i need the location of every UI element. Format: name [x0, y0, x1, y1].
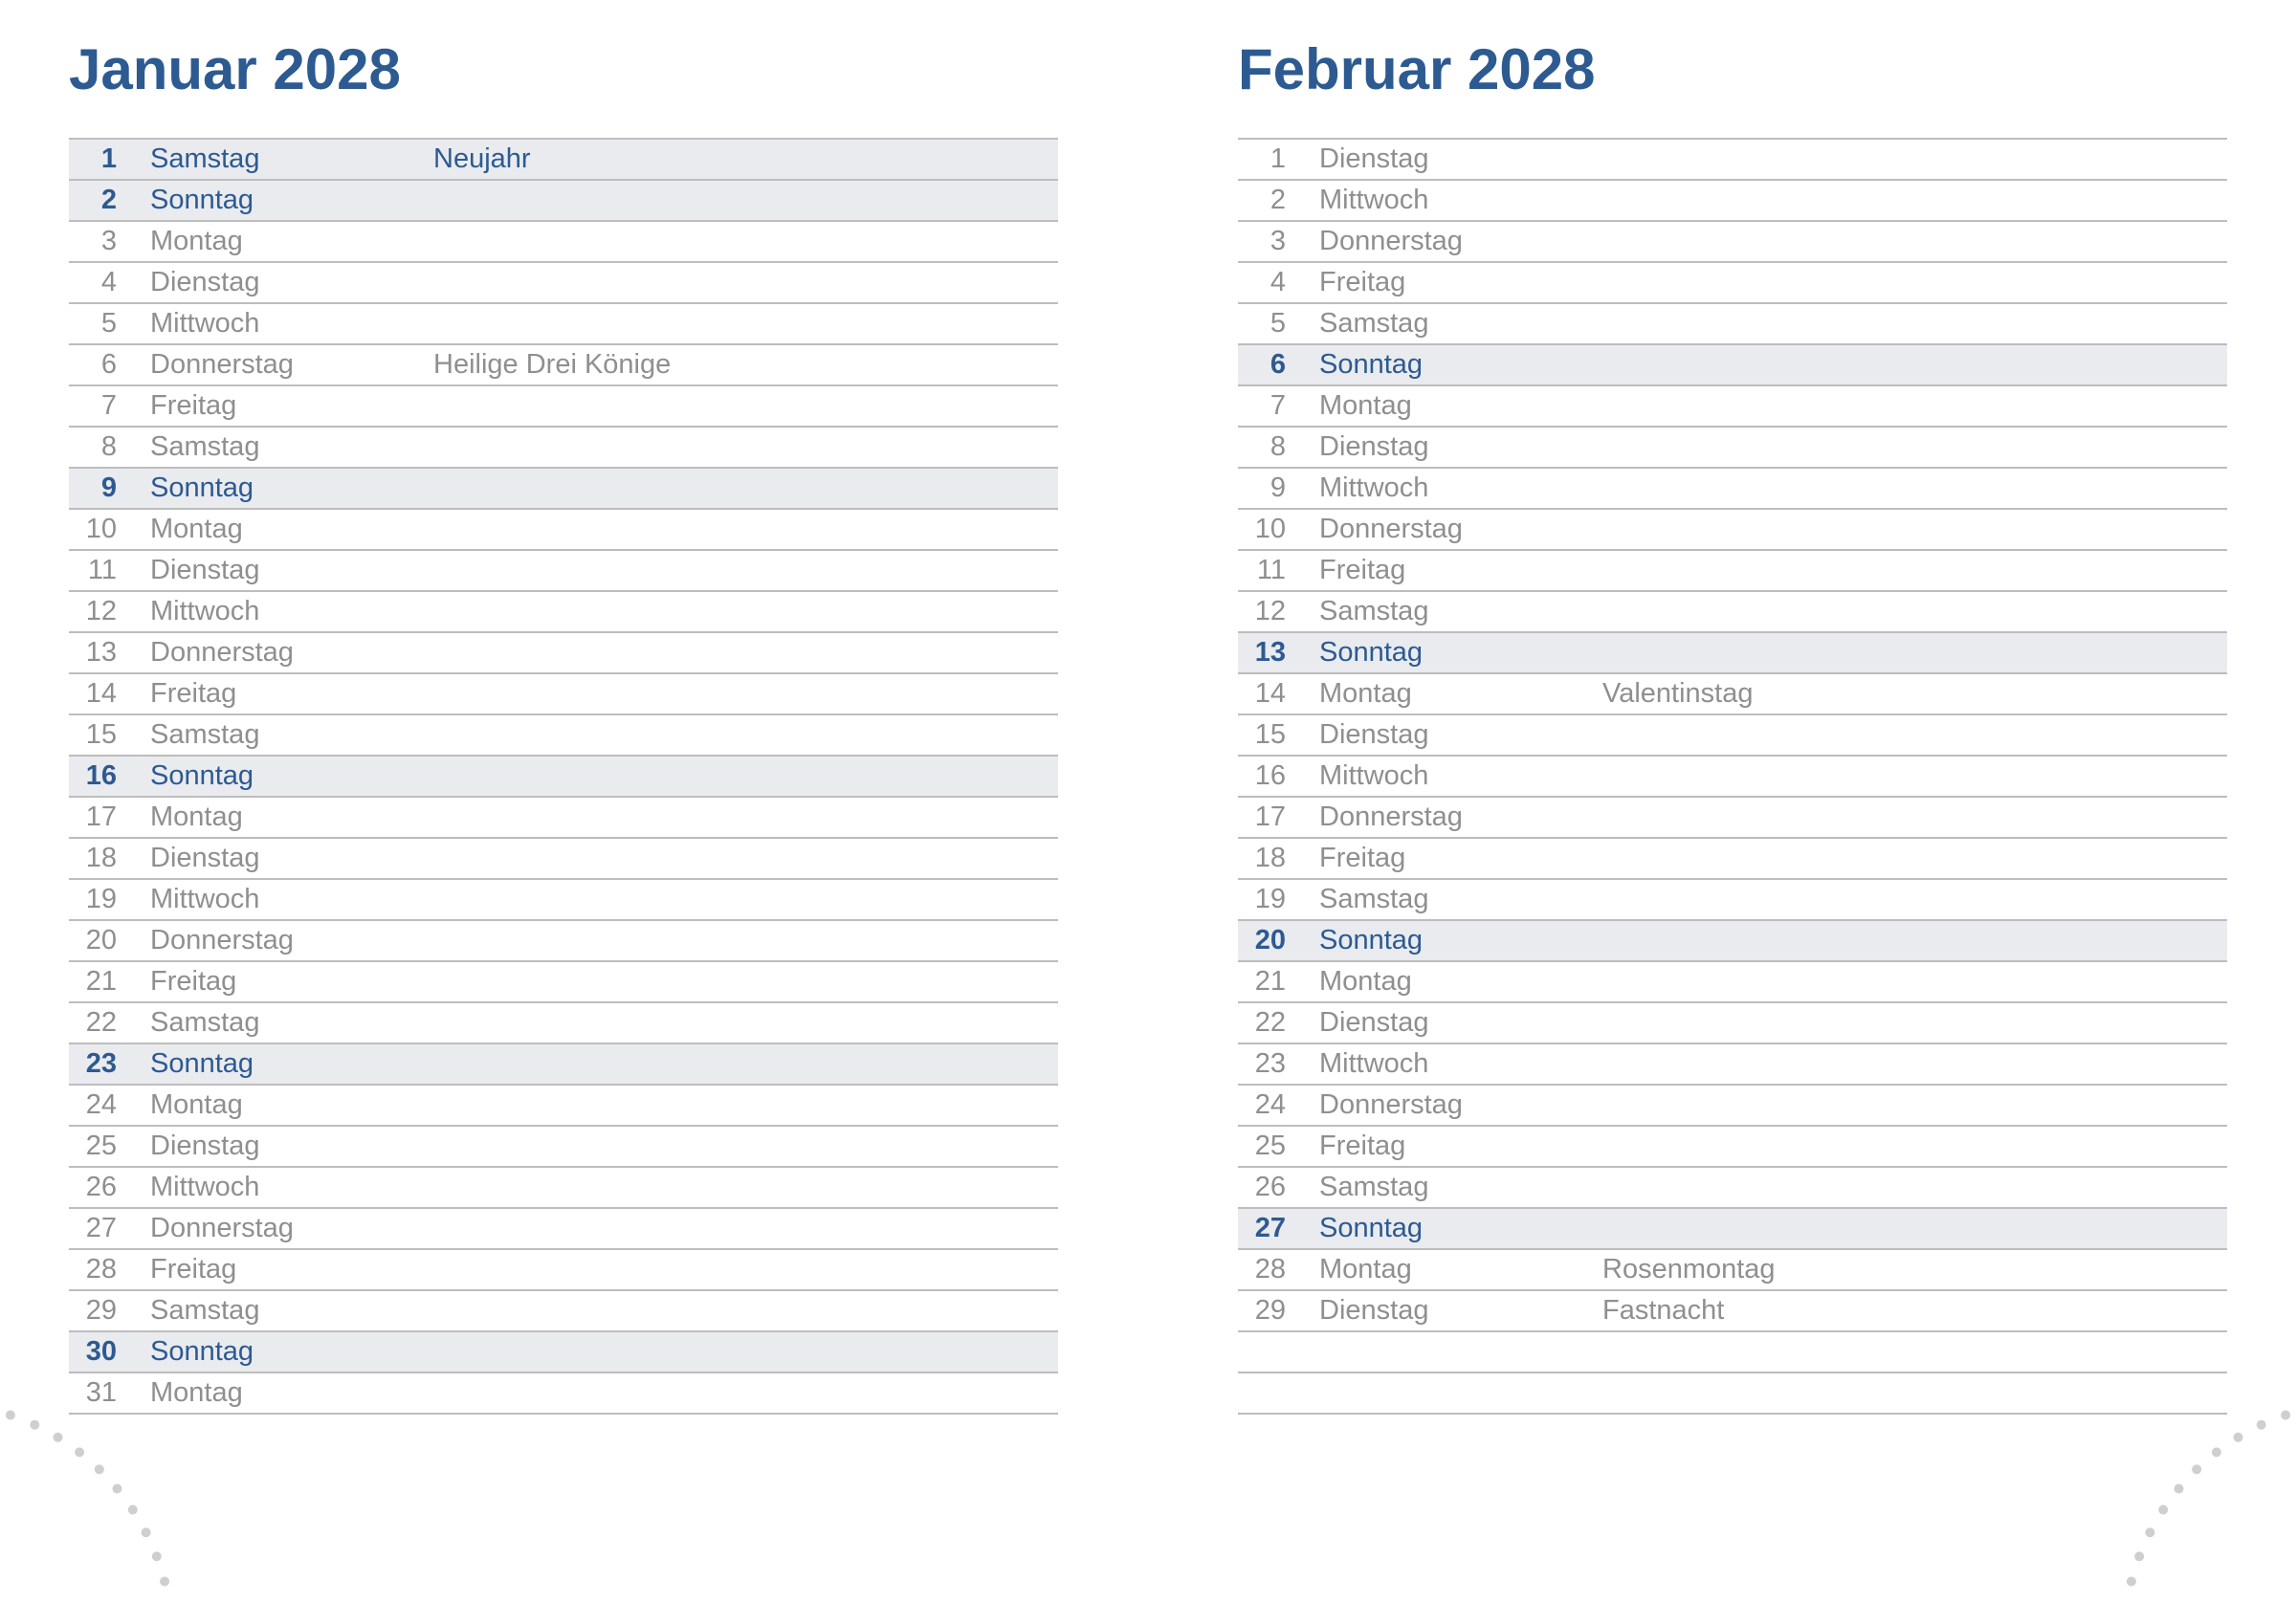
day-number: 30: [85, 1336, 117, 1367]
day-number: 12: [1254, 596, 1286, 626]
day-row: [69, 181, 1058, 222]
weekday-label: Freitag: [1319, 843, 1406, 873]
day-number: 17: [1254, 802, 1286, 832]
weekday-label: Donnerstag: [150, 1213, 294, 1243]
day-number: 9: [100, 472, 117, 503]
decorative-dot: [2175, 1484, 2184, 1494]
day-row: [1238, 1086, 2227, 1127]
day-number: 7: [1269, 390, 1286, 421]
decorative-dot: [2145, 1527, 2154, 1537]
day-number: 22: [1254, 1007, 1286, 1038]
day-row: [1238, 1332, 2227, 1373]
weekday-label: Freitag: [150, 966, 237, 997]
weekday-label: Mittwoch: [150, 884, 260, 914]
decorative-dot: [2127, 1577, 2136, 1587]
decorative-dot: [54, 1433, 63, 1442]
day-number: 19: [1254, 884, 1286, 914]
weekday-label: Donnerstag: [1319, 802, 1463, 832]
decorative-dot: [95, 1464, 104, 1474]
day-row: [69, 1250, 1058, 1291]
day-number: 29: [1254, 1295, 1286, 1326]
weekday-label: Samstag: [150, 1007, 260, 1038]
day-row: [1238, 757, 2227, 798]
day-list: [69, 138, 1058, 1415]
weekday-label: Montag: [150, 1377, 243, 1408]
day-row: [1238, 140, 2227, 181]
day-row: [69, 428, 1058, 469]
day-row: [69, 345, 1058, 386]
day-row: [1238, 674, 2227, 715]
weekday-label: Donnerstag: [1319, 514, 1463, 544]
day-number: 18: [85, 843, 117, 873]
day-number: 10: [85, 514, 117, 544]
day-number: 4: [100, 267, 117, 297]
decorative-dot: [128, 1505, 138, 1515]
day-number: 26: [1254, 1172, 1286, 1202]
day-row: [69, 1003, 1058, 1044]
weekday-label: Montag: [150, 1089, 243, 1120]
weekday-label: Samstag: [1319, 308, 1429, 339]
weekday-label: Freitag: [150, 1254, 237, 1285]
day-number: 11: [87, 555, 117, 585]
weekday-label: Donnerstag: [1319, 1089, 1463, 1120]
day-row: [69, 715, 1058, 757]
day-row: [1238, 345, 2227, 386]
day-row: [69, 304, 1058, 345]
weekday-label: Sonntag: [150, 185, 254, 215]
weekday-label: Sonntag: [1319, 1213, 1424, 1243]
day-row: [69, 757, 1058, 798]
decorative-dot: [2134, 1551, 2144, 1561]
weekday-label: Samstag: [150, 431, 260, 462]
decorative-dot: [142, 1527, 151, 1537]
day-row: [69, 469, 1058, 510]
day-number: 6: [1269, 349, 1286, 380]
decorative-dot: [6, 1411, 15, 1420]
holiday-label: Fastnacht: [1602, 1295, 1725, 1326]
day-row: [1238, 263, 2227, 304]
day-row: [1238, 633, 2227, 674]
day-number: 5: [100, 308, 117, 339]
weekday-label: Dienstag: [150, 843, 260, 873]
day-number: 20: [85, 925, 117, 955]
day-row: [1238, 428, 2227, 469]
weekday-label: Samstag: [1319, 596, 1429, 626]
day-row: [1238, 386, 2227, 428]
weekday-label: Dienstag: [150, 555, 260, 585]
decorative-dot: [2234, 1433, 2243, 1442]
holiday-label: Neujahr: [433, 143, 531, 174]
day-row: [69, 962, 1058, 1003]
day-row: [69, 386, 1058, 428]
day-row: [1238, 1044, 2227, 1086]
month-title: Januar 2028: [69, 37, 401, 101]
decorative-dot: [160, 1577, 169, 1587]
weekday-label: Sonntag: [150, 1336, 254, 1367]
day-row: [1238, 1291, 2227, 1332]
weekday-label: Dienstag: [1319, 1007, 1429, 1038]
day-row: [69, 592, 1058, 633]
weekday-label: Montag: [150, 802, 243, 832]
weekday-label: Sonntag: [1319, 925, 1424, 955]
month-title: Februar 2028: [1238, 37, 1596, 101]
day-number: 13: [85, 637, 117, 668]
day-number: 14: [1254, 678, 1286, 709]
day-row: [1238, 1250, 2227, 1291]
day-row: [1238, 510, 2227, 551]
weekday-label: Freitag: [150, 390, 237, 421]
dotted-arc-icon: [0, 1396, 230, 1603]
day-row: [69, 510, 1058, 551]
day-number: 27: [85, 1213, 117, 1243]
day-number: 29: [85, 1295, 117, 1326]
day-number: 10: [1254, 514, 1286, 544]
weekday-label: Freitag: [1319, 555, 1406, 585]
day-row: [1238, 1209, 2227, 1250]
day-row: [69, 839, 1058, 880]
weekday-label: Sonntag: [1319, 349, 1424, 380]
day-row: [69, 1291, 1058, 1332]
day-number: 28: [85, 1254, 117, 1285]
day-number: 6: [100, 349, 117, 380]
day-row: [1238, 469, 2227, 510]
weekday-label: Dienstag: [150, 1131, 260, 1161]
decorative-dot: [2212, 1447, 2221, 1457]
page-right: [1148, 0, 2296, 1603]
day-row: [69, 1127, 1058, 1168]
day-row: [1238, 839, 2227, 880]
day-row: [1238, 962, 2227, 1003]
weekday-label: Sonntag: [150, 1048, 254, 1079]
decorative-dot: [30, 1420, 39, 1430]
weekday-label: Donnerstag: [1319, 226, 1463, 256]
day-number: 1: [100, 143, 117, 174]
weekday-label: Samstag: [1319, 884, 1429, 914]
weekday-label: Samstag: [150, 1295, 260, 1326]
weekday-label: Dienstag: [1319, 431, 1429, 462]
decorative-dot: [113, 1484, 122, 1494]
day-row: [69, 263, 1058, 304]
weekday-label: Samstag: [1319, 1172, 1429, 1202]
weekday-label: Donnerstag: [150, 349, 294, 380]
day-number: 3: [100, 226, 117, 256]
weekday-label: Mittwoch: [150, 596, 260, 626]
holiday-label: Heilige Drei Könige: [433, 349, 672, 380]
weekday-label: Dienstag: [1319, 143, 1429, 174]
weekday-label: Freitag: [150, 678, 237, 709]
weekday-label: Sonntag: [150, 472, 254, 503]
day-row: [69, 674, 1058, 715]
day-row: [69, 880, 1058, 921]
day-number: 8: [1269, 431, 1286, 462]
day-number: 7: [100, 390, 117, 421]
day-number: 1: [1269, 143, 1286, 174]
weekday-label: Mittwoch: [1319, 472, 1429, 503]
decorative-dot: [2281, 1411, 2290, 1420]
day-row: [69, 1044, 1058, 1086]
weekday-label: Montag: [1319, 966, 1412, 997]
day-row: [69, 1209, 1058, 1250]
day-number: 18: [1254, 843, 1286, 873]
decorative-dot: [75, 1447, 84, 1457]
day-number: 8: [100, 431, 117, 462]
day-number: 14: [85, 678, 117, 709]
day-number: 19: [85, 884, 117, 914]
day-number: 9: [1269, 472, 1286, 503]
decorative-dot: [152, 1551, 162, 1561]
weekday-label: Mittwoch: [150, 308, 260, 339]
weekday-label: Montag: [1319, 390, 1412, 421]
day-row: [1238, 798, 2227, 839]
day-number: 15: [85, 719, 117, 750]
day-number: 25: [85, 1131, 117, 1161]
weekday-label: Freitag: [1319, 1131, 1406, 1161]
day-row: [69, 921, 1058, 962]
day-row: [1238, 551, 2227, 592]
holiday-label: Rosenmontag: [1602, 1254, 1776, 1285]
day-number: 21: [85, 966, 117, 997]
day-number: 22: [85, 1007, 117, 1038]
weekday-label: Montag: [1319, 1254, 1412, 1285]
day-number: 4: [1269, 267, 1286, 297]
day-list: [1238, 138, 2227, 1415]
weekday-label: Dienstag: [150, 267, 260, 297]
decorative-dot: [2192, 1464, 2201, 1474]
weekday-label: Mittwoch: [1319, 760, 1429, 791]
day-row: [69, 1168, 1058, 1209]
day-number: 31: [85, 1377, 117, 1408]
day-row: [69, 140, 1058, 181]
weekday-label: Sonntag: [1319, 637, 1424, 668]
day-row: [69, 633, 1058, 674]
weekday-label: Montag: [150, 226, 243, 256]
day-number: 3: [1269, 226, 1286, 256]
day-number: 2: [1269, 185, 1286, 215]
day-number: 2: [100, 185, 117, 215]
decorative-dot: [2158, 1505, 2168, 1515]
weekday-label: Mittwoch: [1319, 1048, 1429, 1079]
dotted-arc-icon: [2066, 1396, 2296, 1603]
day-number: 24: [85, 1089, 117, 1120]
day-row: [69, 1332, 1058, 1373]
day-number: 17: [85, 802, 117, 832]
weekday-label: Sonntag: [150, 760, 254, 791]
day-row: [69, 551, 1058, 592]
day-number: 26: [85, 1172, 117, 1202]
day-row: [1238, 1003, 2227, 1044]
weekday-label: Samstag: [150, 719, 260, 750]
holiday-label: Valentinstag: [1602, 678, 1754, 709]
weekday-label: Dienstag: [1319, 719, 1429, 750]
day-number: 21: [1254, 966, 1286, 997]
day-row: [1238, 592, 2227, 633]
day-number: 23: [85, 1048, 117, 1079]
day-row: [1238, 181, 2227, 222]
weekday-label: Freitag: [1319, 267, 1406, 297]
weekday-label: Mittwoch: [150, 1172, 260, 1202]
decorative-dot: [2257, 1420, 2266, 1430]
day-number: 25: [1254, 1131, 1286, 1161]
day-number: 16: [85, 760, 117, 791]
weekday-label: Montag: [150, 514, 243, 544]
weekday-label: Samstag: [150, 143, 260, 174]
day-number: 27: [1254, 1213, 1286, 1243]
weekday-label: Donnerstag: [150, 925, 294, 955]
day-number: 12: [85, 596, 117, 626]
weekday-label: Montag: [1319, 678, 1412, 709]
day-row: [1238, 1127, 2227, 1168]
weekday-label: Mittwoch: [1319, 185, 1429, 215]
day-number: 20: [1254, 925, 1286, 955]
day-number: 23: [1254, 1048, 1286, 1079]
day-row: [1238, 880, 2227, 921]
day-number: 5: [1269, 308, 1286, 339]
day-row: [1238, 921, 2227, 962]
day-row: [1238, 222, 2227, 263]
day-row: [69, 222, 1058, 263]
day-row: [1238, 304, 2227, 345]
weekday-label: Dienstag: [1319, 1295, 1429, 1326]
day-number: 16: [1254, 760, 1286, 791]
weekday-label: Donnerstag: [150, 637, 294, 668]
day-number: 15: [1254, 719, 1286, 750]
day-row: [1238, 715, 2227, 757]
day-number: 13: [1254, 637, 1286, 668]
day-number: 11: [1256, 555, 1286, 585]
day-row: [69, 1086, 1058, 1127]
day-row: [69, 798, 1058, 839]
day-number: 28: [1254, 1254, 1286, 1285]
day-row: [1238, 1168, 2227, 1209]
day-number: 24: [1254, 1089, 1286, 1120]
